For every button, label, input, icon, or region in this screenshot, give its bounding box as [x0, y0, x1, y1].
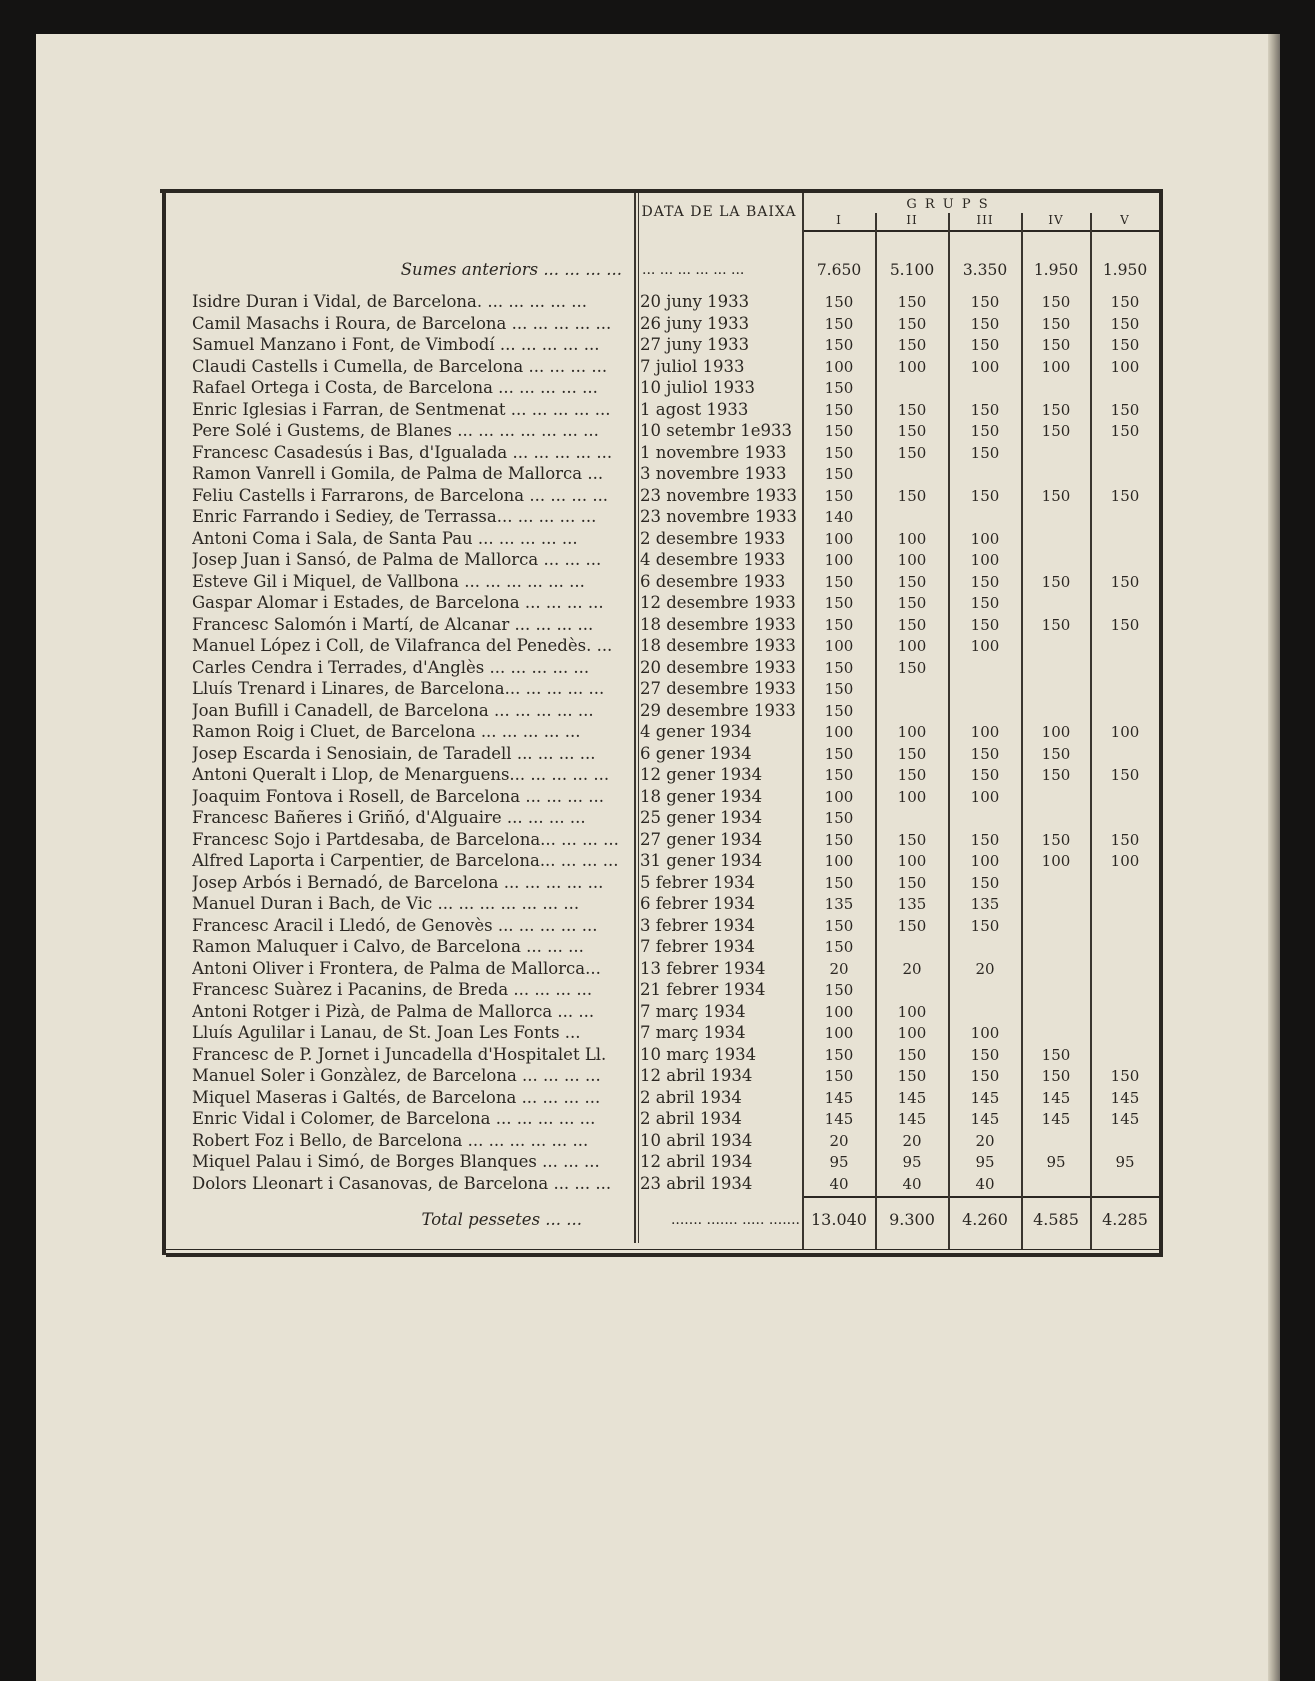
- amount-group-1: 95: [829, 1153, 849, 1171]
- member-name: Camil Masachs i Roura, de Barcelona ... ... ... ... ...: [192, 313, 612, 333]
- amount-group-3: 100: [970, 1024, 1000, 1042]
- amount-group-1: 150: [824, 1067, 854, 1085]
- amount-group-4: 150: [1041, 486, 1071, 505]
- member-name: Josep Juan i Sansó, de Palma de Mallorca ... ... ...: [192, 550, 602, 569]
- withdrawal-date: 26 juny 1933: [640, 313, 750, 333]
- amount-group-2: 150: [897, 572, 927, 591]
- previous-total-group-2: 5.100: [889, 261, 935, 279]
- member-name: Francesc Suàrez i Pacanins, de Breda ... ... ... ...: [192, 980, 593, 999]
- amount-group-1: 100: [824, 1002, 854, 1021]
- withdrawal-date: 29 desembre 1933: [640, 700, 796, 720]
- withdrawal-date: 10 setembr 1e933: [640, 421, 792, 440]
- member-name: Manuel Duran i Bach, de Vic ... ... ... ... ... ... ...: [192, 894, 580, 913]
- amount-group-5: 145: [1110, 1088, 1140, 1107]
- amount-group-1: 150: [824, 938, 854, 956]
- previous-total-group-5: 1.950: [1102, 261, 1148, 279]
- amount-group-2: 150: [897, 486, 927, 505]
- amount-group-3: 150: [970, 486, 1000, 505]
- amount-group-2: 100: [897, 637, 927, 655]
- amount-group-2: 150: [897, 594, 927, 612]
- amount-group-1: 150: [824, 486, 854, 505]
- withdrawal-date: 20 desembre 1933: [640, 657, 796, 677]
- withdrawal-date: 2 desembre 1933: [640, 528, 786, 548]
- withdrawal-date: 25 gener 1934: [640, 808, 763, 827]
- member-name: Isidre Duran i Vidal, de Barcelona. ... ... ... ... ...: [192, 292, 588, 311]
- amount-group-1: 20: [829, 959, 849, 978]
- amount-group-1: 150: [824, 400, 854, 419]
- withdrawal-date: 10 març 1934: [640, 1044, 757, 1064]
- group-header-3: III: [976, 213, 994, 227]
- amount-group-2: 150: [897, 766, 927, 784]
- amount-group-5: 145: [1110, 1110, 1140, 1128]
- amount-group-3: 20: [975, 1131, 995, 1150]
- amount-group-1: 145: [824, 1110, 854, 1128]
- member-name: Miquel Maseras i Galtés, de Barcelona ... ... ... ...: [192, 1087, 601, 1107]
- amount-group-2: 20: [902, 1131, 922, 1150]
- amount-group-3: 150: [970, 873, 1000, 892]
- amount-group-1: 100: [824, 357, 854, 376]
- member-name: Antoni Queralt i Llop, de Menarguens... ... ... ... ...: [192, 765, 610, 784]
- withdrawal-date: 31 gener 1934: [640, 851, 763, 870]
- member-name: Ramon Roig i Cluet, de Barcelona ... ... ... ... ...: [192, 722, 581, 741]
- amount-group-1: 150: [824, 830, 854, 849]
- amount-group-1: 150: [824, 465, 854, 483]
- amount-group-4: 150: [1041, 400, 1071, 419]
- amount-group-1: 150: [824, 873, 854, 892]
- amount-group-3: 40: [975, 1174, 995, 1193]
- total-group-3: 4.260: [962, 1210, 1008, 1229]
- amount-group-4: 145: [1041, 1110, 1071, 1128]
- amount-group-4: 150: [1041, 766, 1071, 784]
- amount-group-1: 150: [824, 314, 854, 333]
- withdrawal-date: 27 juny 1933: [640, 335, 750, 354]
- amount-group-1: 150: [824, 916, 854, 935]
- member-name: Francesc Salomón i Martí, de Alcanar ... ... ... ...: [192, 614, 594, 634]
- member-name: Robert Foz i Bello, de Barcelona ... ... ... ... ... ...: [192, 1130, 589, 1150]
- withdrawal-date: 12 gener 1934: [640, 765, 763, 784]
- member-name: Enric Iglesias i Farran, de Sentmenat ... ... ... ... ...: [192, 399, 611, 419]
- amount-group-3: 135: [970, 895, 1000, 913]
- amount-group-1: 140: [824, 508, 854, 526]
- withdrawal-date: 12 abril 1934: [640, 1152, 753, 1171]
- amount-group-4: 150: [1041, 830, 1071, 849]
- amount-group-4: 150: [1041, 293, 1071, 311]
- member-name: Enric Vidal i Colomer, de Barcelona ... ... ... ... ...: [192, 1109, 596, 1128]
- amount-group-5: 150: [1110, 1067, 1140, 1085]
- amount-group-1: 20: [829, 1131, 849, 1150]
- withdrawal-date: 7 març 1934: [640, 1023, 746, 1042]
- member-name: Manuel López i Coll, de Vilafranca del Penedès. ...: [192, 636, 613, 655]
- member-name: Manuel Soler i Gonzàlez, de Barcelona ... ... ... ...: [192, 1066, 601, 1085]
- amount-group-4: 150: [1041, 336, 1071, 354]
- amount-group-3: 145: [970, 1110, 1000, 1128]
- withdrawal-date: 20 juny 1933: [640, 292, 750, 311]
- member-name: Dolors Lleonart i Casanovas, de Barcelona ... ... ...: [192, 1173, 612, 1193]
- amount-group-1: 150: [824, 744, 854, 763]
- amount-group-4: 150: [1041, 572, 1071, 591]
- amount-group-5: 150: [1110, 400, 1140, 419]
- amount-group-1: 145: [824, 1088, 854, 1107]
- amount-group-2: 100: [897, 852, 927, 870]
- amount-group-4: 100: [1041, 357, 1071, 376]
- amount-group-1: 150: [824, 766, 854, 784]
- amount-group-3: 150: [970, 443, 1000, 462]
- amount-group-1: 100: [824, 787, 854, 806]
- amount-group-3: 95: [975, 1153, 995, 1171]
- member-name: Francesc Casadesús i Bas, d'Igualada ... ... ... ... ...: [192, 442, 613, 462]
- amount-group-1: 150: [824, 680, 854, 698]
- withdrawal-date: 6 desembre 1933: [640, 571, 786, 591]
- amount-group-2: 150: [897, 400, 927, 419]
- total-dots: ....... ....... ..... .......: [670, 1212, 800, 1228]
- previous-totals-date-dots: ... ... ... ... ... ...: [642, 262, 745, 278]
- amount-group-5: 150: [1110, 293, 1140, 311]
- member-name: Josep Arbós i Bernadó, de Barcelona ... ... ... ... ...: [192, 872, 604, 892]
- amount-group-2: 100: [897, 1002, 927, 1021]
- member-name: Lluís Agulilar i Lanau, de St. Joan Les Fonts ...: [192, 1023, 581, 1042]
- amount-group-3: 145: [970, 1088, 1000, 1107]
- amount-group-1: 150: [824, 594, 854, 612]
- previous-total-group-3: 3.350: [962, 261, 1008, 279]
- amount-group-2: 150: [897, 1067, 927, 1085]
- amount-group-3: 100: [970, 551, 1000, 569]
- amount-group-3: 100: [970, 529, 1000, 548]
- total-label: Total pessetes ... ...: [421, 1210, 582, 1229]
- amount-group-5: 150: [1110, 336, 1140, 354]
- amount-group-3: 150: [970, 1067, 1000, 1085]
- amount-group-3: 100: [970, 637, 1000, 655]
- amount-group-2: 150: [897, 314, 927, 333]
- amount-group-5: 150: [1110, 486, 1140, 505]
- withdrawal-date: 6 febrer 1934: [640, 894, 755, 913]
- amount-group-2: 100: [897, 1024, 927, 1042]
- withdrawal-date: 7 març 1934: [640, 1001, 746, 1021]
- withdrawal-date: 27 desembre 1933: [640, 679, 796, 698]
- withdrawal-date: 12 abril 1934: [640, 1066, 753, 1085]
- withdrawal-date: 3 febrer 1934: [640, 915, 755, 935]
- amount-group-3: 100: [970, 787, 1000, 806]
- member-name: Miquel Palau i Simó, de Borges Blanques ... ... ...: [192, 1152, 600, 1171]
- total-group-5: 4.285: [1102, 1210, 1148, 1229]
- amount-group-4: 150: [1041, 422, 1071, 440]
- amount-group-2: 145: [897, 1110, 927, 1128]
- amount-group-1: 150: [824, 981, 854, 999]
- amount-group-3: 150: [970, 336, 1000, 354]
- amount-group-3: 150: [970, 1045, 1000, 1064]
- amount-group-3: 150: [970, 594, 1000, 612]
- previous-total-group-4: 1.950: [1033, 261, 1079, 279]
- member-name: Ramon Vanrell i Gomila, de Palma de Mallorca ...: [192, 464, 604, 483]
- amount-group-2: 100: [897, 551, 927, 569]
- amount-group-5: 95: [1115, 1153, 1135, 1171]
- member-name: Gaspar Alomar i Estades, de Barcelona ... ... ... ...: [192, 593, 604, 612]
- amount-group-1: 150: [824, 658, 854, 677]
- amount-group-3: 100: [970, 723, 1000, 741]
- amount-group-4: 150: [1041, 1045, 1071, 1064]
- amount-group-1: 150: [824, 336, 854, 354]
- amount-group-4: 145: [1041, 1088, 1071, 1107]
- amount-group-1: 150: [824, 1045, 854, 1064]
- amount-group-5: 150: [1110, 422, 1140, 440]
- amount-group-1: 150: [824, 443, 854, 462]
- withdrawal-date: 23 novembre 1933: [640, 507, 797, 526]
- amount-group-2: 100: [897, 357, 927, 376]
- amount-group-5: 100: [1110, 357, 1140, 376]
- withdrawal-date: 2 abril 1934: [640, 1087, 742, 1107]
- member-name: Ramon Maluquer i Calvo, de Barcelona ... ... ...: [192, 937, 584, 956]
- amount-group-4: 95: [1046, 1153, 1066, 1171]
- amount-group-1: 150: [824, 701, 854, 720]
- withdrawal-date: 2 abril 1934: [640, 1109, 742, 1128]
- amount-group-2: 150: [897, 744, 927, 763]
- amount-group-1: 150: [824, 293, 854, 311]
- amount-group-3: 150: [970, 766, 1000, 784]
- amount-group-5: 150: [1110, 314, 1140, 333]
- previous-total-group-1: 7.650: [816, 261, 862, 279]
- member-name: Antoni Oliver i Frontera, de Palma de Mallorca...: [192, 958, 601, 978]
- amount-group-2: 150: [897, 916, 927, 935]
- amount-group-3: 150: [970, 572, 1000, 591]
- amount-group-3: 150: [970, 830, 1000, 849]
- member-name: Samuel Manzano i Font, de Vimbodí ... ... ... ... ...: [192, 335, 600, 354]
- amount-group-2: 150: [897, 873, 927, 892]
- group-header-4: IV: [1048, 213, 1064, 227]
- withdrawal-date: 4 gener 1934: [640, 722, 752, 741]
- amount-group-4: 100: [1041, 852, 1071, 870]
- member-name: Lluís Trenard i Linares, de Barcelona... ... ... ... ...: [192, 679, 605, 698]
- amount-group-5: 100: [1110, 723, 1140, 741]
- withdrawal-date: 7 juliol 1933: [640, 356, 745, 376]
- withdrawal-date: 10 abril 1934: [640, 1130, 753, 1150]
- member-name: Feliu Castells i Farrarons, de Barcelona ... ... ... ...: [192, 485, 609, 505]
- amount-group-2: 100: [897, 529, 927, 548]
- amount-group-2: 150: [897, 830, 927, 849]
- total-group-4: 4.585: [1033, 1210, 1079, 1229]
- amount-group-3: 150: [970, 293, 1000, 311]
- date-column-header: DATA DE LA BAIXA: [641, 204, 797, 220]
- member-name: Alfred Laporta i Carpentier, de Barcelona... ... ... ...: [192, 851, 619, 870]
- amount-group-2: 95: [902, 1153, 922, 1171]
- member-name: Carles Cendra i Terrades, d'Anglès ... ... ... ... ...: [192, 657, 590, 677]
- member-name: Enric Farrando i Sediey, de Terrassa... ... ... ... ...: [192, 507, 597, 526]
- amount-group-5: 150: [1110, 572, 1140, 591]
- group-header-1: I: [836, 213, 842, 227]
- withdrawal-date: 23 novembre 1933: [640, 485, 797, 505]
- withdrawal-date: 10 juliol 1933: [640, 378, 755, 397]
- amount-group-1: 100: [824, 529, 854, 548]
- amount-group-3: 150: [970, 615, 1000, 634]
- amount-group-1: 100: [824, 551, 854, 569]
- amount-group-4: 150: [1041, 314, 1071, 333]
- amount-group-2: 100: [897, 787, 927, 806]
- member-name: Joan Bufill i Canadell, de Barcelona ... ... ... ... ...: [192, 700, 594, 720]
- withdrawal-date: 18 desembre 1933: [640, 614, 796, 634]
- amount-group-5: 150: [1110, 830, 1140, 849]
- withdrawal-date: 1 agost 1933: [640, 399, 749, 419]
- amount-group-1: 150: [824, 379, 854, 397]
- amount-group-4: 100: [1041, 723, 1071, 741]
- withdrawal-date: 18 gener 1934: [640, 786, 763, 806]
- group-header-5: V: [1120, 213, 1130, 227]
- amount-group-1: 135: [824, 895, 854, 913]
- member-name: Esteve Gil i Miquel, de Vallbona ... ... ... ... ... ...: [192, 571, 585, 591]
- amount-group-2: 150: [897, 422, 927, 440]
- amount-group-3: 150: [970, 314, 1000, 333]
- amount-group-1: 150: [824, 615, 854, 634]
- amount-group-3: 150: [970, 422, 1000, 440]
- withdrawal-date: 12 desembre 1933: [640, 593, 796, 612]
- member-name: Joaquim Fontova i Rosell, de Barcelona ... ... ... ...: [192, 786, 604, 806]
- amount-group-3: 100: [970, 357, 1000, 376]
- amount-group-2: 145: [897, 1088, 927, 1107]
- member-name: Francesc de P. Jornet i Juncadella d'Hospitalet Ll.: [192, 1044, 607, 1064]
- page-edge-shadow: [1268, 34, 1280, 1681]
- amount-group-3: 20: [975, 959, 995, 978]
- member-name: Francesc Bañeres i Griñó, d'Alguaire ... ... ... ...: [192, 808, 586, 827]
- amount-group-4: 150: [1041, 1067, 1071, 1085]
- amount-group-2: 40: [902, 1174, 922, 1193]
- member-name: Francesc Sojo i Partdesaba, de Barcelona... ... ... ...: [192, 829, 619, 849]
- withdrawal-date: 23 abril 1934: [640, 1173, 753, 1193]
- amount-group-1: 100: [824, 1024, 854, 1042]
- amount-group-2: 150: [897, 293, 927, 311]
- withdrawal-date: 18 desembre 1933: [640, 636, 796, 655]
- amount-group-3: 150: [970, 916, 1000, 935]
- withdrawal-date: 13 febrer 1934: [640, 958, 766, 978]
- amount-group-1: 100: [824, 723, 854, 741]
- amount-group-4: 150: [1041, 615, 1071, 634]
- amount-group-1: 150: [824, 572, 854, 591]
- withdrawal-date: 6 gener 1934: [640, 743, 752, 763]
- amount-group-2: 135: [897, 895, 927, 913]
- member-name: Francesc Aracil i Lledó, de Genovès ... ... ... ... ...: [192, 915, 598, 935]
- member-name: Rafael Ortega i Costa, de Barcelona ... ... ... ... ...: [192, 378, 598, 397]
- amount-group-1: 100: [824, 852, 854, 870]
- amount-group-2: 100: [897, 723, 927, 741]
- amount-group-3: 150: [970, 744, 1000, 763]
- amount-group-1: 150: [824, 422, 854, 440]
- withdrawal-date: 3 novembre 1933: [640, 464, 787, 483]
- groups-header: G R U P S: [906, 197, 990, 212]
- member-name: Antoni Rotger i Pizà, de Palma de Mallorca ... ...: [192, 1001, 595, 1021]
- amount-group-3: 150: [970, 400, 1000, 419]
- withdrawal-date: 5 febrer 1934: [640, 872, 755, 892]
- amount-group-1: 100: [824, 637, 854, 655]
- withdrawal-date: 21 febrer 1934: [640, 980, 766, 999]
- member-name: Claudi Castells i Cumella, de Barcelona ... ... ... ...: [192, 356, 608, 376]
- amount-group-2: 150: [897, 658, 927, 677]
- amount-group-2: 150: [897, 615, 927, 634]
- member-name: Josep Escarda i Senosiain, de Taradell ... ... ... ...: [192, 743, 596, 763]
- member-name: Pere Solé i Gustems, de Blanes ... ... ... ... ... ... ...: [192, 421, 599, 440]
- amount-group-2: 150: [897, 1045, 927, 1064]
- amount-group-5: 150: [1110, 766, 1140, 784]
- member-name: Antoni Coma i Sala, de Santa Pau ... ... ... ... ...: [192, 528, 578, 548]
- amount-group-2: 150: [897, 336, 927, 354]
- amount-group-3: 100: [970, 852, 1000, 870]
- amount-group-2: 20: [902, 959, 922, 978]
- amount-group-5: 150: [1110, 615, 1140, 634]
- total-group-2: 9.300: [889, 1210, 935, 1229]
- amount-group-1: 150: [824, 809, 854, 827]
- withdrawal-date: 27 gener 1934: [640, 829, 763, 849]
- amount-group-2: 150: [897, 443, 927, 462]
- amount-group-1: 40: [829, 1174, 849, 1193]
- total-group-1: 13.040: [811, 1210, 867, 1229]
- amount-group-5: 100: [1110, 852, 1140, 870]
- withdrawal-date: 4 desembre 1933: [640, 550, 786, 569]
- withdrawal-date: 1 novembre 1933: [640, 442, 787, 462]
- withdrawal-date: 7 febrer 1934: [640, 937, 755, 956]
- group-header-2: II: [906, 213, 918, 227]
- amount-group-4: 150: [1041, 744, 1071, 763]
- previous-totals-label: Sumes anteriors ... ... ... ...: [400, 260, 622, 279]
